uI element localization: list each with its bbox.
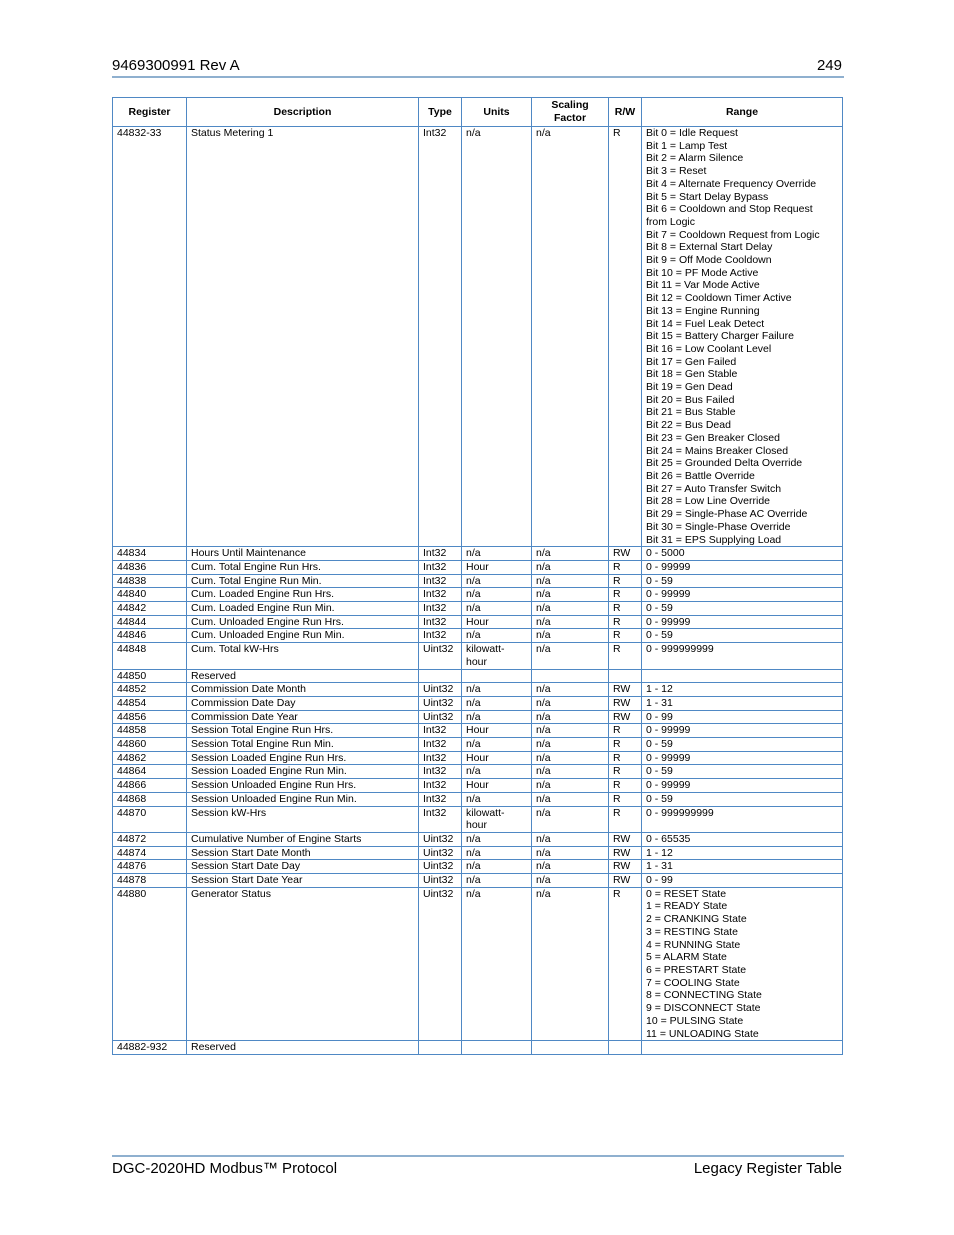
range-line: Bit 22 = Bus Dead (646, 419, 731, 432)
cell-type: Uint32 (419, 710, 462, 724)
table-row (113, 1041, 843, 1055)
range-line: Bit 23 = Gen Breaker Closed (646, 431, 780, 444)
cell-units: n/a (462, 846, 532, 860)
cell-rw: RW (609, 710, 642, 724)
cell-description: Session Total Engine Run Min. (187, 738, 419, 752)
cell-scaling: n/a (532, 846, 609, 860)
range-line: Bit 6 = Cooldown and Stop Request (646, 203, 813, 216)
cell-units: n/a (462, 547, 532, 561)
range-line: 0 - 59 (646, 738, 673, 751)
cell-scaling: n/a (532, 602, 609, 616)
cell-range (642, 547, 843, 561)
range-line: Bit 20 = Bus Failed (646, 393, 735, 406)
cell-rw: RW (609, 547, 642, 561)
cell-units: n/a (462, 588, 532, 602)
range-line: 0 - 65535 (646, 832, 691, 845)
cell-scaling: n/a (532, 588, 609, 602)
cell-units: Hour (462, 560, 532, 574)
cell-rw: R (609, 629, 642, 643)
cell-scaling: n/a (532, 751, 609, 765)
range-line: 0 - 99999 (646, 779, 691, 792)
range-line: Bit 18 = Gen Stable (646, 368, 738, 381)
cell-description: Session Loaded Engine Run Hrs. (187, 751, 419, 765)
cell-scaling: n/a (532, 765, 609, 779)
cell-register: 44858 (113, 724, 187, 738)
cell-rw: RW (609, 874, 642, 888)
table-row (113, 560, 843, 574)
range-line: 11 = UNLOADING State (646, 1027, 759, 1040)
cell-range (642, 574, 843, 588)
table-header-row (113, 98, 843, 127)
cell-register: 44870 (113, 806, 187, 832)
cell-scaling: n/a (532, 792, 609, 806)
column-header-range: Range (642, 98, 843, 127)
cell-range (642, 874, 843, 888)
cell-rw: RW (609, 696, 642, 710)
cell-units: Hour (462, 751, 532, 765)
cell-type: Uint32 (419, 846, 462, 860)
cell-range (642, 887, 843, 1040)
cell-units: n/a (462, 874, 532, 888)
cell-units: kilowatt- hour (462, 643, 532, 669)
cell-description: Hours Until Maintenance (187, 547, 419, 561)
range-line: 0 = RESET State (646, 887, 727, 900)
cell-type: Int32 (419, 792, 462, 806)
column-header-type: Type (419, 98, 462, 127)
cell-register: 44850 (113, 669, 187, 683)
range-line: Bit 13 = Engine Running (646, 304, 760, 317)
cell-type: Int32 (419, 574, 462, 588)
cell-scaling: n/a (532, 127, 609, 547)
cell-rw: R (609, 724, 642, 738)
cell-register: 44866 (113, 779, 187, 793)
cell-type: Int32 (419, 751, 462, 765)
table-row (113, 669, 843, 683)
range-line: 0 - 99 (646, 710, 673, 723)
cell-rw: R (609, 615, 642, 629)
column-header-units: Units (462, 98, 532, 127)
cell-register: 44856 (113, 710, 187, 724)
cell-type: Int32 (419, 560, 462, 574)
footer-section-title: Legacy Register Table (693, 1160, 842, 1177)
range-line: 1 - 12 (646, 846, 673, 859)
range-line: 1 - 31 (646, 860, 673, 873)
range-line: Bit 26 = Battle Override (646, 469, 755, 482)
cell-description: Commission Date Day (187, 696, 419, 710)
cell-range (642, 602, 843, 616)
cell-scaling: n/a (532, 683, 609, 697)
cell-type: Uint32 (419, 874, 462, 888)
cell-rw: R (609, 574, 642, 588)
cell-scaling: n/a (532, 574, 609, 588)
table-row (113, 806, 843, 832)
cell-rw: R (609, 765, 642, 779)
cell-type: Int32 (419, 588, 462, 602)
table-row (113, 832, 843, 846)
range-line: 7 = COOLING State (646, 976, 740, 989)
cell-register: 44882-932 (113, 1041, 187, 1055)
range-line: 0 - 59 (646, 602, 673, 615)
range-line: Bit 8 = External Start Delay (646, 241, 773, 254)
cell-description: Session Start Date Month (187, 846, 419, 860)
range-line: Bit 10 = PF Mode Active (646, 266, 759, 279)
cell-range (642, 710, 843, 724)
cell-type: Int32 (419, 602, 462, 616)
range-line: Bit 25 = Grounded Delta Override (646, 457, 803, 470)
cell-rw: R (609, 779, 642, 793)
range-line: Bit 9 = Off Mode Cooldown (646, 254, 772, 267)
cell-range (642, 806, 843, 832)
range-line: Bit 29 = Single-Phase AC Override (646, 508, 808, 521)
cell-description: Commission Date Month (187, 683, 419, 697)
cell-units: n/a (462, 574, 532, 588)
cell-scaling: n/a (532, 806, 609, 832)
cell-type: Uint32 (419, 643, 462, 669)
range-line: Bit 2 = Alarm Silence (646, 152, 744, 165)
range-line: 0 - 5000 (646, 547, 685, 560)
cell-scaling: n/a (532, 560, 609, 574)
table-row (113, 779, 843, 793)
range-line: 1 = READY State (646, 900, 728, 913)
range-line: Bit 28 = Low Line Override (646, 495, 771, 508)
range-line: 0 - 59 (646, 792, 673, 805)
cell-register: 44876 (113, 860, 187, 874)
cell-units: n/a (462, 738, 532, 752)
cell-units (462, 1041, 532, 1055)
range-line: Bit 1 = Lamp Test (646, 139, 728, 152)
page-header (112, 55, 842, 77)
cell-register: 44862 (113, 751, 187, 765)
cell-rw (609, 1041, 642, 1055)
cell-description: Session Start Date Day (187, 860, 419, 874)
cell-register: 44836 (113, 560, 187, 574)
cell-type: Uint32 (419, 832, 462, 846)
cell-units: Hour (462, 779, 532, 793)
range-line: Bit 27 = Auto Transfer Switch (646, 482, 782, 495)
cell-range (642, 738, 843, 752)
cell-register: 44864 (113, 765, 187, 779)
cell-units: n/a (462, 629, 532, 643)
column-header-description: Description (187, 98, 419, 127)
cell-range (642, 846, 843, 860)
range-line: 6 = PRESTART State (646, 964, 747, 976)
cell-register: 44868 (113, 792, 187, 806)
cell-scaling: n/a (532, 643, 609, 669)
cell-rw: RW (609, 832, 642, 846)
cell-description: Session Total Engine Run Hrs. (187, 724, 419, 738)
cell-units: n/a (462, 683, 532, 697)
cell-type: Uint32 (419, 696, 462, 710)
cell-register: 44846 (113, 629, 187, 643)
cell-range (642, 751, 843, 765)
range-line: 0 - 99999 (646, 724, 691, 737)
cell-type: Uint32 (419, 683, 462, 697)
cell-description: Status Metering 1 (187, 127, 419, 547)
range-line: 3 = RESTING State (646, 925, 738, 938)
column-header-register: Register (113, 98, 187, 127)
table-row (113, 588, 843, 602)
cell-range (642, 127, 843, 547)
cell-units: n/a (462, 127, 532, 547)
cell-range (642, 779, 843, 793)
cell-rw (609, 669, 642, 683)
cell-scaling: n/a (532, 860, 609, 874)
range-line: Bit 7 = Cooldown Request from Logic (646, 228, 820, 241)
header-rule (112, 76, 844, 78)
cell-range (642, 669, 843, 683)
cell-description: Cumulative Number of Engine Starts (187, 832, 419, 846)
cell-units: Hour (462, 724, 532, 738)
table-row (113, 887, 843, 1040)
cell-type: Int32 (419, 765, 462, 779)
range-line: Bit 0 = Idle Request (646, 127, 738, 139)
cell-description: Session Unloaded Engine Run Min. (187, 792, 419, 806)
range-line: 0 - 59 (646, 765, 673, 778)
cell-range (642, 683, 843, 697)
range-line: Bit 12 = Cooldown Timer Active (646, 292, 792, 305)
cell-description: Cum. Total Engine Run Min. (187, 574, 419, 588)
cell-type: Int32 (419, 779, 462, 793)
register-table (112, 97, 843, 1055)
range-line: Bit 31 = EPS Supplying Load (646, 533, 782, 546)
cell-rw: R (609, 643, 642, 669)
cell-units: n/a (462, 710, 532, 724)
range-line: 0 - 99 (646, 874, 673, 887)
range-line: 8 = CONNECTING State (646, 989, 762, 1002)
range-line: Bit 30 = Single-Phase Override (646, 520, 791, 533)
cell-rw: R (609, 738, 642, 752)
cell-description: Cum. Loaded Engine Run Min. (187, 602, 419, 616)
cell-range (642, 832, 843, 846)
cell-register: 44874 (113, 846, 187, 860)
cell-scaling (532, 669, 609, 683)
cell-rw: R (609, 751, 642, 765)
cell-register: 44832-33 (113, 127, 187, 547)
cell-type: Int32 (419, 806, 462, 832)
register-table-body (113, 127, 843, 1055)
cell-scaling: n/a (532, 738, 609, 752)
cell-description: Cum. Unloaded Engine Run Hrs. (187, 615, 419, 629)
cell-range (642, 615, 843, 629)
table-row (113, 696, 843, 710)
cell-description: Reserved (187, 1041, 419, 1055)
range-line: 1 - 31 (646, 696, 673, 709)
cell-range (642, 792, 843, 806)
cell-type: Int32 (419, 724, 462, 738)
cell-register: 44848 (113, 643, 187, 669)
table-row (113, 738, 843, 752)
range-line: 0 - 59 (646, 629, 673, 642)
cell-units: n/a (462, 765, 532, 779)
cell-type (419, 669, 462, 683)
cell-scaling: n/a (532, 547, 609, 561)
table-row (113, 127, 843, 547)
cell-range (642, 724, 843, 738)
cell-type: Int32 (419, 615, 462, 629)
cell-scaling: n/a (532, 710, 609, 724)
range-line: 0 - 999999999 (646, 643, 714, 656)
cell-scaling (532, 1041, 609, 1055)
table-row (113, 643, 843, 669)
column-header-rw: R/W (609, 98, 642, 127)
range-line: Bit 3 = Reset (646, 165, 707, 178)
cell-type: Uint32 (419, 860, 462, 874)
cell-description: Session Start Date Year (187, 874, 419, 888)
cell-type (419, 1041, 462, 1055)
range-line: Bit 17 = Gen Failed (646, 355, 737, 368)
cell-rw: R (609, 588, 642, 602)
footer-rule (112, 1155, 844, 1157)
cell-range (642, 588, 843, 602)
range-line: 1 - 12 (646, 683, 673, 696)
range-line: Bit 5 = Start Delay Bypass (646, 190, 769, 203)
range-line: Bit 19 = Gen Dead (646, 381, 733, 394)
cell-register: 44880 (113, 887, 187, 1040)
range-line: from Logic (646, 215, 696, 228)
cell-rw: R (609, 560, 642, 574)
range-line: Bit 21 = Bus Stable (646, 406, 736, 419)
cell-rw: R (609, 887, 642, 1040)
cell-register: 44840 (113, 588, 187, 602)
cell-range (642, 560, 843, 574)
table-row (113, 574, 843, 588)
range-line: 4 = RUNNING State (646, 938, 741, 951)
range-line: 0 - 999999999 (646, 806, 714, 819)
table-row (113, 615, 843, 629)
cell-type: Int32 (419, 629, 462, 643)
cell-units: n/a (462, 887, 532, 1040)
cell-units: Hour (462, 615, 532, 629)
cell-description: Cum. Loaded Engine Run Hrs. (187, 588, 419, 602)
cell-range (642, 860, 843, 874)
cell-register: 44852 (113, 683, 187, 697)
cell-units: n/a (462, 696, 532, 710)
cell-scaling: n/a (532, 615, 609, 629)
cell-description: Cum. Total kW-Hrs (187, 643, 419, 669)
cell-units: n/a (462, 860, 532, 874)
cell-description: Cum. Unloaded Engine Run Min. (187, 629, 419, 643)
table-row (113, 710, 843, 724)
cell-type: Int32 (419, 127, 462, 547)
table-row (113, 629, 843, 643)
cell-rw: RW (609, 860, 642, 874)
cell-description: Reserved (187, 669, 419, 683)
cell-range (642, 696, 843, 710)
cell-scaling: n/a (532, 629, 609, 643)
cell-scaling: n/a (532, 696, 609, 710)
range-line: 0 - 99999 (646, 751, 691, 764)
range-line: Bit 15 = Battery Charger Failure (646, 330, 794, 343)
table-row (113, 547, 843, 561)
cell-description: Cum. Total Engine Run Hrs. (187, 560, 419, 574)
cell-description: Session Unloaded Engine Run Hrs. (187, 779, 419, 793)
cell-range (642, 629, 843, 643)
range-line: 10 = PULSING State (646, 1014, 744, 1027)
range-line (646, 670, 838, 683)
range-line: Bit 24 = Mains Breaker Closed (646, 444, 789, 457)
cell-register: 44854 (113, 696, 187, 710)
table-row (113, 860, 843, 874)
cell-scaling: n/a (532, 874, 609, 888)
range-line: 0 - 99999 (646, 615, 691, 628)
range-line: 0 - 99999 (646, 588, 691, 601)
cell-register: 44834 (113, 547, 187, 561)
cell-units (462, 669, 532, 683)
cell-rw: R (609, 127, 642, 547)
cell-rw: R (609, 792, 642, 806)
table-row (113, 874, 843, 888)
cell-register: 44842 (113, 602, 187, 616)
cell-scaling: n/a (532, 832, 609, 846)
cell-units: n/a (462, 832, 532, 846)
cell-register: 44872 (113, 832, 187, 846)
cell-scaling: n/a (532, 724, 609, 738)
cell-scaling: n/a (532, 779, 609, 793)
range-line: 0 - 99999 (646, 560, 691, 573)
cell-description: Commission Date Year (187, 710, 419, 724)
range-line: Bit 14 = Fuel Leak Detect (646, 317, 765, 330)
table-row (113, 602, 843, 616)
table-row (113, 765, 843, 779)
cell-rw: RW (609, 683, 642, 697)
cell-type: Int32 (419, 738, 462, 752)
cell-register: 44844 (113, 615, 187, 629)
range-line: Bit 16 = Low Coolant Level (646, 342, 772, 355)
cell-description: Session kW-Hrs (187, 806, 419, 832)
table-row (113, 724, 843, 738)
range-line: Bit 11 = Var Mode Active (646, 279, 760, 292)
cell-rw: R (609, 806, 642, 832)
cell-rw: R (609, 602, 642, 616)
cell-scaling: n/a (532, 887, 609, 1040)
cell-type: Int32 (419, 547, 462, 561)
cell-units: kilowatt- hour (462, 806, 532, 832)
cell-range (642, 1041, 843, 1055)
range-line: Bit 4 = Alternate Frequency Override (646, 177, 817, 190)
cell-range (642, 765, 843, 779)
cell-units: n/a (462, 792, 532, 806)
cell-register: 44878 (113, 874, 187, 888)
cell-description: Generator Status (187, 887, 419, 1040)
cell-range (642, 643, 843, 669)
range-line: 2 = CRANKING State (646, 913, 747, 926)
footer-document-title: DGC-2020HD Modbus™ Protocol (112, 1160, 338, 1177)
cell-register: 44838 (113, 574, 187, 588)
cell-units: n/a (462, 602, 532, 616)
table-row (113, 846, 843, 860)
document-number: 9469300991 Rev A (112, 57, 240, 74)
cell-register: 44860 (113, 738, 187, 752)
range-line: 0 - 59 (646, 574, 673, 587)
table-row (113, 751, 843, 765)
range-line: 5 = ALARM State (646, 951, 727, 964)
range-line: 9 = DISCONNECT State (646, 1002, 761, 1015)
table-row (113, 683, 843, 697)
page-number: 249 (816, 57, 842, 74)
column-header-scaling-factor: Scaling Factor (532, 98, 609, 127)
cell-rw: RW (609, 846, 642, 860)
table-row (113, 792, 843, 806)
range-line (646, 1041, 838, 1054)
cell-type: Uint32 (419, 887, 462, 1040)
cell-description: Session Loaded Engine Run Min. (187, 765, 419, 779)
